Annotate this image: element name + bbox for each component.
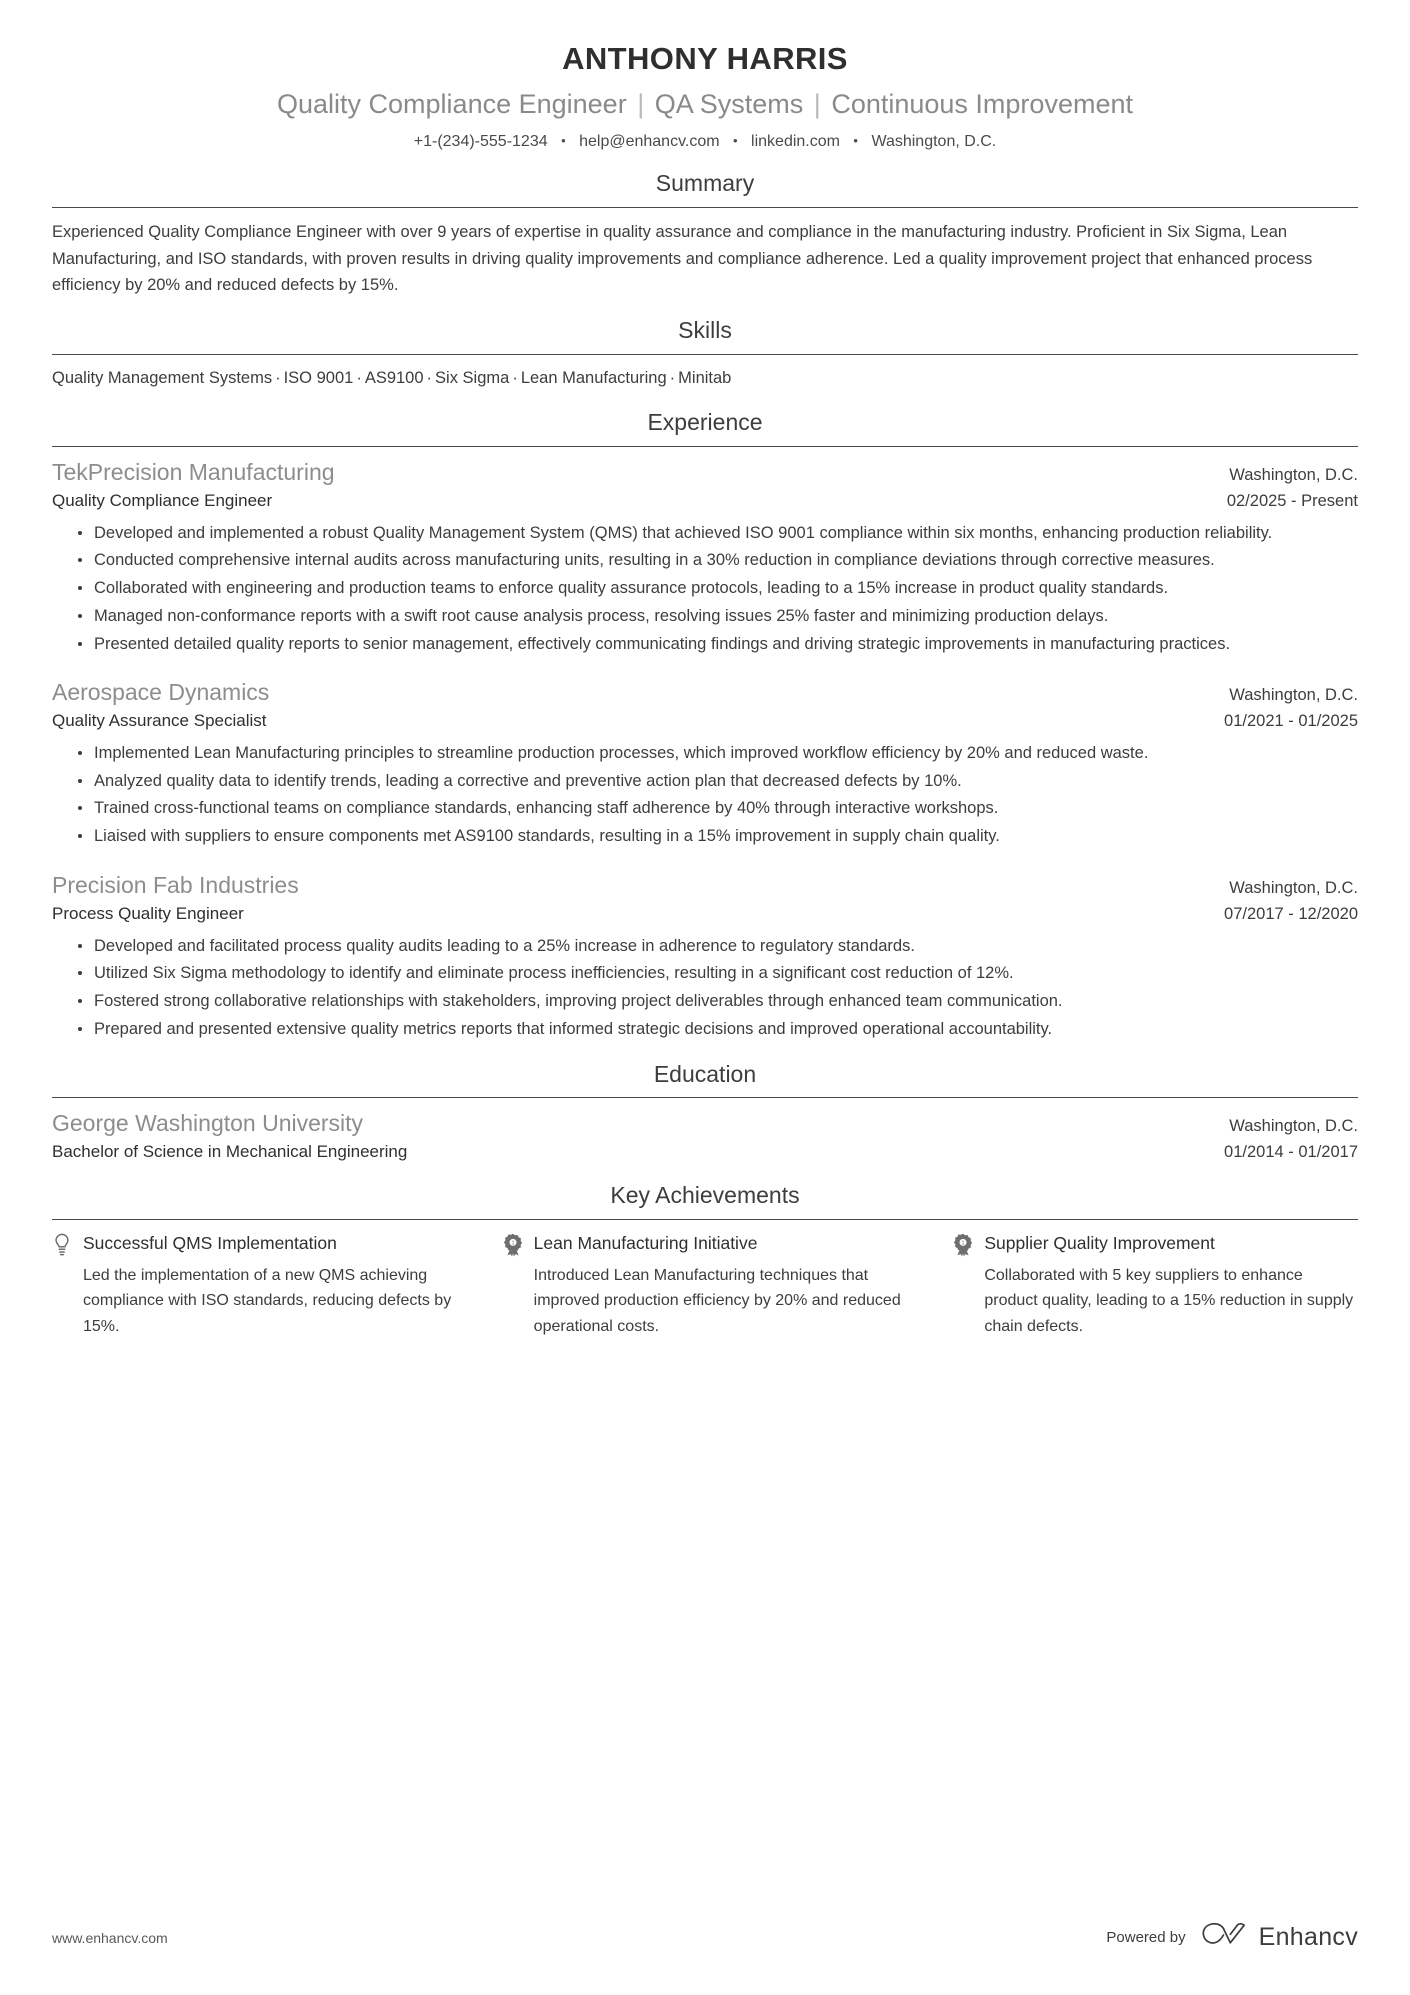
experience-bullet: Fostered strong collaborative relationships with stakeholders, improving project deliverables through enhanced team communication. xyxy=(78,988,1358,1015)
achievement-item xyxy=(52,1232,457,1340)
education-entry xyxy=(52,1109,1358,1164)
skill-item: Minitab xyxy=(678,368,732,387)
headline-separator-2: | xyxy=(813,88,821,119)
skill-item: Lean Manufacturing xyxy=(520,368,667,387)
education-degree: Bachelor of Science in Mechanical Engineering xyxy=(52,1142,408,1162)
experience-location: Washington, D.C. xyxy=(1229,878,1358,897)
section-title-experience: Experience xyxy=(647,409,763,436)
headline-separator-1: | xyxy=(637,88,645,119)
experience-role: Quality Assurance Specialist xyxy=(52,711,267,731)
footer-powered-by-label: Powered by xyxy=(1106,1929,1186,1946)
experience-bullet-list xyxy=(52,740,1358,850)
headline-part-b: QA Systems xyxy=(654,88,804,119)
experience-bullet: Trained cross-functional teams on compliance standards, enhancing staff adherence by 40% through interactive workshops. xyxy=(78,795,1358,822)
candidate-name: ANTHONY HARRIS xyxy=(562,41,848,76)
experience-bullet: Presented detailed quality reports to senior management, effectively communicating findings and driving strategic improvements in manufacturing practices. xyxy=(78,631,1358,658)
lightbulb-icon xyxy=(52,1233,72,1257)
skill-separator: · xyxy=(669,368,676,387)
experience-bullet: Developed and facilitated process quality audits leading to a 25% increase in adherence to regulatory standards. xyxy=(78,933,1358,960)
experience-bullet: Prepared and presented extensive quality metrics reports that informed strategic decisions and improved operational accountability. xyxy=(78,1016,1358,1043)
experience-dates: 02/2025 - Present xyxy=(1226,491,1358,510)
section-experience xyxy=(52,409,1358,1042)
contact-line xyxy=(52,132,1358,153)
achievement-description: Introduced Lean Manufacturing techniques that improved production efficiency by 20% and reduced operational costs. xyxy=(533,1266,901,1335)
experience-bullet: Utilized Six Sigma methodology to identify and eliminate process inefficiencies, resulting in a significant cost reduction of 12%. xyxy=(78,960,1358,987)
skill-item: Six Sigma xyxy=(435,368,510,387)
experience-bullet: Liaised with suppliers to ensure components met AS9100 standards, resulting in a 15% improvement in supply chain quality. xyxy=(78,823,1358,850)
contact-linkedin[interactable]: linkedin.com xyxy=(751,132,840,150)
svg-text:1: 1 xyxy=(511,1240,515,1247)
skill-separator: · xyxy=(426,368,433,387)
experience-role: Quality Compliance Engineer xyxy=(52,490,273,510)
section-title-key-achievements: Key Achievements xyxy=(610,1182,800,1209)
education-dates: 01/2014 - 01/2017 xyxy=(1224,1143,1358,1162)
section-summary xyxy=(52,170,1358,299)
skill-separator: · xyxy=(275,368,281,387)
page-footer xyxy=(52,1922,1358,1953)
section-title-summary: Summary xyxy=(655,170,755,197)
education-school: George Washington University xyxy=(52,1110,364,1137)
award-ribbon-icon xyxy=(953,1233,973,1257)
skills-list xyxy=(52,366,1358,392)
footer-website[interactable]: www.enhancv.com xyxy=(52,1929,168,1946)
contact-phone: +1-(234)-555-1234 xyxy=(413,132,548,150)
resume-header xyxy=(52,40,1358,152)
contact-location: Washington, D.C. xyxy=(871,132,997,150)
experience-bullet: Collaborated with engineering and production teams to enforce quality assurance protocols, leading to a 15% increase in product quality standards. xyxy=(78,575,1358,602)
experience-organization: Precision Fab Industries xyxy=(52,871,299,898)
achievement-title: Supplier Quality Improvement xyxy=(984,1232,1215,1253)
candidate-headline xyxy=(52,88,1358,122)
achievement-item xyxy=(953,1232,1358,1340)
experience-bullet: Analyzed quality data to identify trends, leading a corrective and preventive action plan that decreased defects by 10%. xyxy=(78,768,1358,795)
skill-separator: · xyxy=(512,368,518,387)
experience-entry xyxy=(52,871,1358,1043)
skill-item: ISO 9001 xyxy=(283,368,354,387)
enhancv-logo xyxy=(1202,1922,1358,1953)
education-location: Washington, D.C. xyxy=(1229,1117,1358,1136)
experience-location: Washington, D.C. xyxy=(1229,686,1358,705)
skill-item: AS9100 xyxy=(364,368,424,387)
section-education xyxy=(52,1061,1358,1164)
experience-bullet: Implemented Lean Manufacturing principles to streamline production processes, which improved workflow efficiency by 20% and reduced waste. xyxy=(78,740,1358,767)
experience-dates: 07/2017 - 12/2020 xyxy=(1224,904,1358,923)
achievement-description: Collaborated with 5 key suppliers to enhance product quality, leading to a 15% reduction in supply chain defects. xyxy=(984,1266,1354,1335)
experience-entry xyxy=(52,678,1358,850)
enhancv-mark-icon xyxy=(1202,1922,1248,1953)
enhancv-wordmark: Enhancv xyxy=(1258,1923,1358,1951)
award-ribbon-icon xyxy=(503,1233,523,1257)
section-key-achievements xyxy=(52,1182,1358,1339)
experience-role: Process Quality Engineer xyxy=(52,903,244,923)
section-title-education: Education xyxy=(653,1060,757,1087)
experience-bullet: Conducted comprehensive internal audits across manufacturing units, resulting in a 30% reduction in compliance deviations through corrective measures. xyxy=(78,547,1358,574)
contact-bullet-3: • xyxy=(853,132,858,148)
experience-dates: 01/2021 - 01/2025 xyxy=(1224,712,1358,731)
education-entries xyxy=(52,1098,1358,1164)
section-title-skills: Skills xyxy=(678,317,732,344)
section-skills xyxy=(52,317,1358,391)
experience-entries xyxy=(52,447,1358,1043)
achievements-grid xyxy=(52,1220,1358,1340)
skill-separator: · xyxy=(356,368,362,387)
contact-bullet-2: • xyxy=(733,132,738,148)
achievement-title: Successful QMS Implementation xyxy=(83,1232,337,1253)
svg-text:1: 1 xyxy=(961,1240,965,1247)
experience-organization: TekPrecision Manufacturing xyxy=(52,458,335,485)
summary-text: Experienced Quality Compliance Engineer with over 9 years of expertise in quality assurance and compliance in the manufacturing industry. Proficient in Six Sigma, Lean Manufacturing, and ISO standards, with proven results in driving quality improvements and compliance adherence. Led a quality improvement project that enhanced process efficiency by 20% and reduced defects by 15%. xyxy=(52,222,1313,295)
experience-bullet-list xyxy=(52,520,1358,658)
contact-bullet-1: • xyxy=(561,132,566,148)
headline-part-a: Quality Compliance Engineer xyxy=(277,88,627,119)
achievement-description: Led the implementation of a new QMS achieving compliance with ISO standards, reducing defects by 15%. xyxy=(83,1266,452,1335)
achievement-title: Lean Manufacturing Initiative xyxy=(533,1232,758,1253)
contact-email[interactable]: help@enhancv.com xyxy=(579,132,720,150)
achievement-item xyxy=(503,1232,908,1340)
experience-bullet: Developed and implemented a robust Quality Management System (QMS) that achieved ISO 9001 compliance within six months, enhancing production reliability. xyxy=(78,520,1358,547)
experience-location: Washington, D.C. xyxy=(1229,465,1358,484)
skill-item: Quality Management Systems xyxy=(52,368,273,387)
experience-bullet-list xyxy=(52,933,1358,1043)
experience-organization: Aerospace Dynamics xyxy=(52,679,270,706)
headline-part-c: Continuous Improvement xyxy=(831,88,1133,119)
experience-bullet: Managed non-conformance reports with a swift root cause analysis process, resolving issues 25% faster and minimizing production delays. xyxy=(78,603,1358,630)
experience-entry xyxy=(52,458,1358,657)
